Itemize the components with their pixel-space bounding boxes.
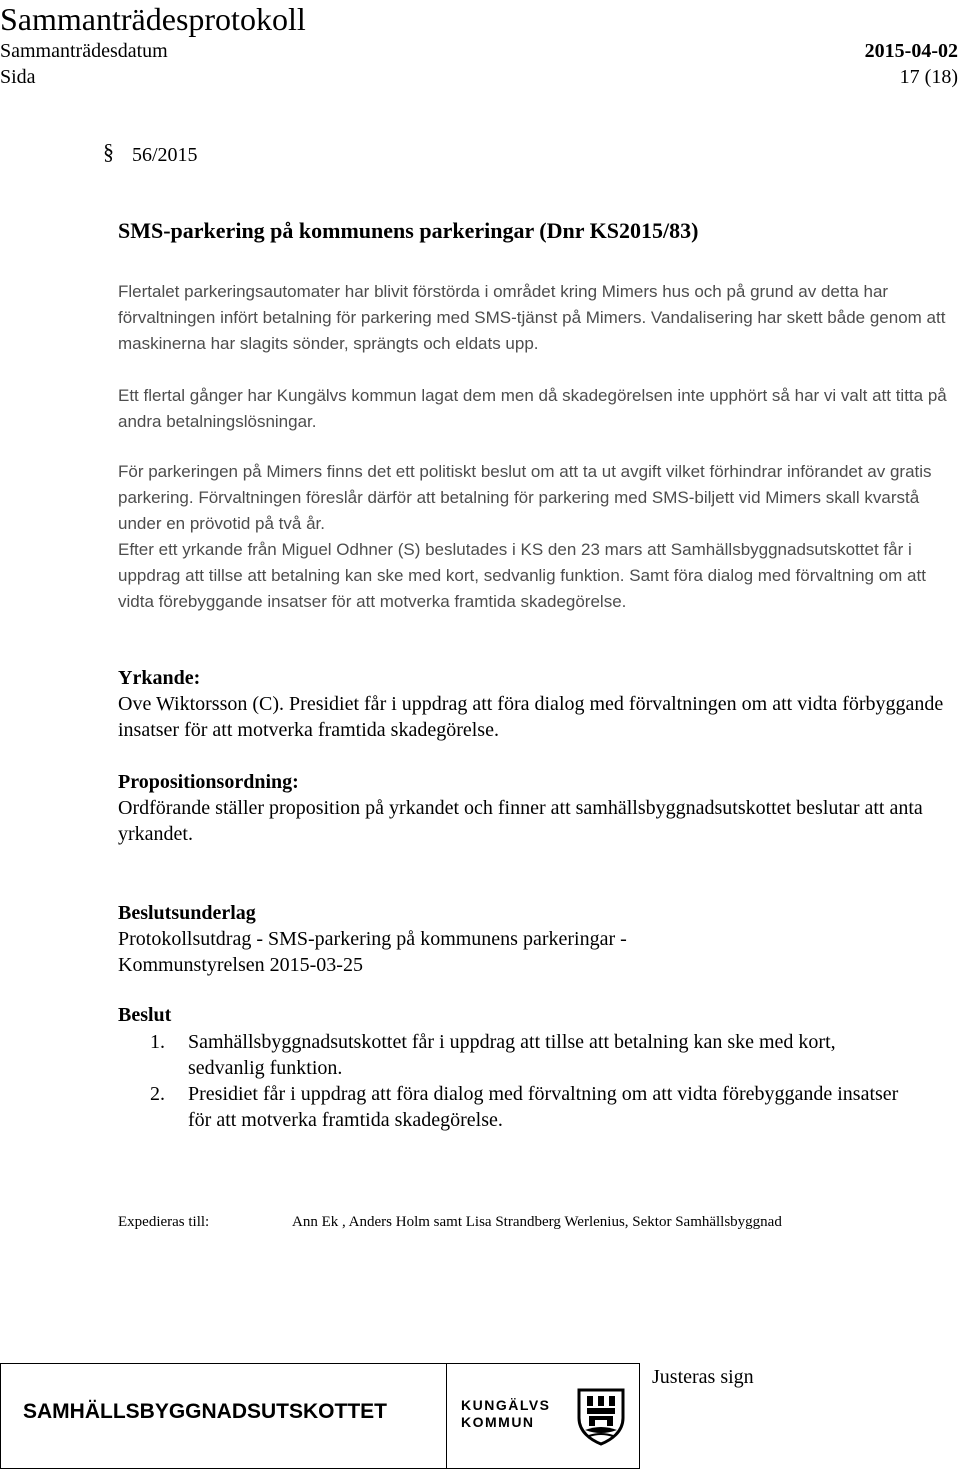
body-paragraph-3: För parkeringen på Mimers finns det ett politiskt beslut om att ta ut avgift vilket förhindrar införandet av gratis parkering. Förvaltningen föreslår därför att betalning för parkering med SMS-biljett vid Mimers skall kvarstå under en prövotid på två år. (118, 462, 932, 533)
list-item (150, 1081, 910, 1133)
section-title: SMS-parkering på kommunens parkeringar (Dnr KS2015/83) (118, 218, 699, 243)
body-paragraph-1: Flertalet parkeringsautomater har blivit förstörda i området kring Mimers hus och på grund av detta har förvaltningen infört betalning för parkering med SMS-tjänst på Mimers. Vandalisering har skett både genom att maskinerna har slagits sönder, sprängts och eldats upp. (118, 282, 946, 353)
footer-divider (446, 1364, 447, 1468)
paragraph-symbol: § (103, 139, 114, 164)
page-label: Sida (0, 66, 36, 88)
beslutsunderlag-heading: Beslutsunderlag (118, 902, 256, 924)
yrkande-heading: Yrkande: (118, 667, 201, 689)
beslut-heading: Beslut (118, 1004, 172, 1026)
meeting-date-label: Sammanträdesdatum (0, 40, 168, 62)
list-item (150, 1029, 910, 1081)
page-number: 17 (18) (899, 66, 958, 88)
list-item-number: 1. (150, 1031, 165, 1053)
logo-line-1: KUNGÄLVS (461, 1397, 551, 1413)
propositionsordning-text: Ordförande ställer proposition på yrkandet och finner att samhällsbyggnadsutskottet beslutar att anta yrkandet. (118, 797, 923, 845)
committee-name: SAMHÄLLSBYGGNADSUTSKOTTET (23, 1400, 387, 1423)
list-item-text: Samhällsbyggnadsutskottet får i uppdrag att tillse att betalning kan ske med kort, sedvanlig funktion. (188, 1031, 836, 1079)
beslutsunderlag-line-2: Kommunstyrelsen 2015-03-25 (118, 954, 363, 976)
propositionsordning-heading: Propositionsordning: (118, 771, 299, 793)
justeras-sign-label: Justeras sign (652, 1366, 754, 1388)
body-paragraph-2: Ett flertal gånger har Kungälvs kommun lagat dem men då skadegörelsen inte upphört så har vi valt att titta på andra betalningslösningar. (118, 386, 947, 431)
body-paragraph-4: Efter ett yrkande från Miguel Odhner (S) beslutades i KS den 23 mars att Samhällsbyggnadsutskottet får i uppdrag att tillse att betalning kan ske med kort, sedvanlig funktion. Samt föra dialog med förvaltning om att vidta förebyggande insatser för att motverka framtida skadegörelse. (118, 540, 926, 611)
section-number: 56/2015 (132, 144, 198, 166)
expedieras-label: Expedieras till: (118, 1214, 210, 1230)
logo-line-2: KOMMUN (461, 1414, 535, 1430)
municipality-logo-text (461, 1397, 551, 1431)
list-item-number: 2. (150, 1083, 165, 1105)
meeting-date-value: 2015-04-02 (864, 40, 958, 62)
beslutsunderlag-line-1: Protokollsutdrag - SMS-parkering på kommunens parkeringar - (118, 928, 627, 950)
coat-of-arms-icon (577, 1388, 625, 1451)
footer-box (0, 1363, 640, 1469)
yrkande-text: Ove Wiktorsson (C). Presidiet får i uppdrag att föra dialog med förvaltningen om att vidta förbyggande insatser för att motverka framtida skadegörelse. (118, 693, 944, 741)
expedieras-recipients: Ann Ek , Anders Holm samt Lisa Strandberg Werlenius, Sektor Samhällsbyggnad (292, 1214, 782, 1230)
list-item-text: Presidiet får i uppdrag att föra dialog med förvaltning om att vidta förebyggande insatser för att motverka framtida skadegörelse. (188, 1083, 899, 1131)
document-title: Sammanträdesprotokoll (0, 1, 306, 37)
